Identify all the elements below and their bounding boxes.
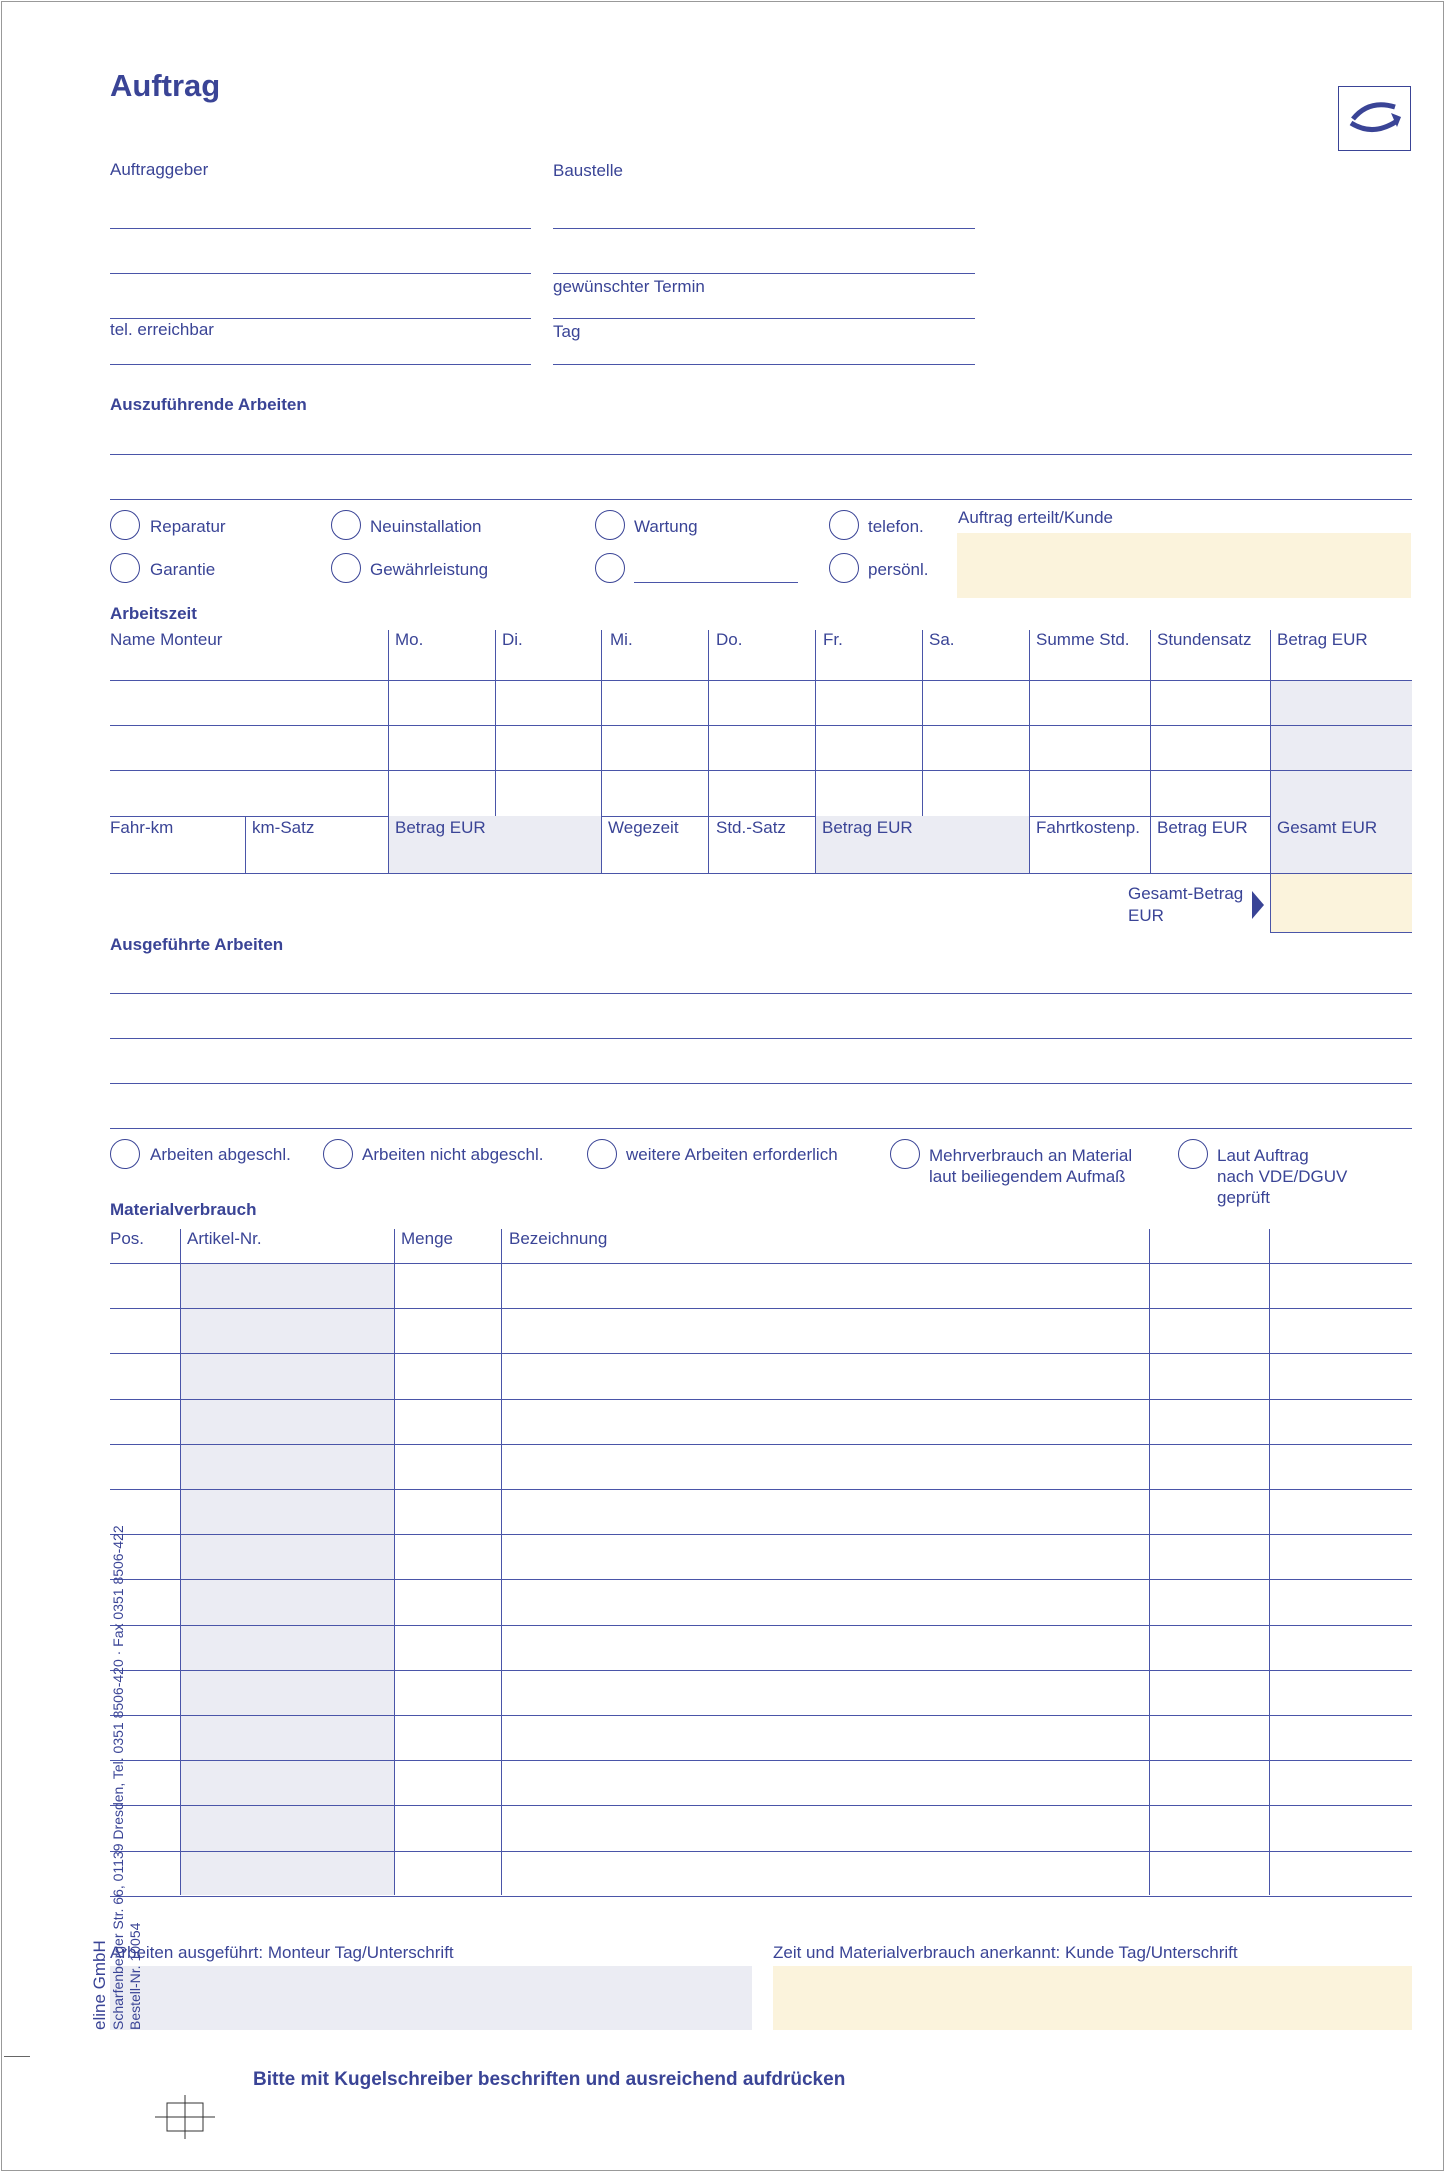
label-garantie: Garantie: [150, 560, 216, 579]
checkbox-nicht-abgeschl[interactable]: [323, 1139, 353, 1169]
betrag-column-shade: [1271, 680, 1412, 816]
footer-note: Bitte mit Kugelschreiber beschriften und ausreichend aufdrücken: [253, 2069, 846, 2090]
tel-line[interactable]: [110, 364, 531, 365]
az-line-top: [110, 680, 1412, 681]
crop-mark-icon: [155, 2095, 215, 2139]
material-row-line: [110, 1805, 1412, 1806]
auftraggeber-line-2[interactable]: [110, 273, 531, 274]
tr-col-1: [245, 816, 246, 873]
mat-col-3: [501, 1229, 502, 1895]
travel-bottom-line: [110, 873, 1412, 874]
publisher-block: [90, 1525, 144, 2030]
header-do: Do.: [716, 630, 743, 649]
material-row-line: [110, 1670, 1412, 1671]
checkbox-laut-auftrag[interactable]: [1178, 1139, 1208, 1169]
arrow-right-icon: [1252, 891, 1264, 919]
termin-line[interactable]: [553, 318, 975, 319]
travel-betrag-2: Betrag EUR: [822, 818, 913, 837]
travel-wegezeit: Wegezeit: [608, 818, 679, 837]
header-fr: Fr.: [823, 630, 843, 649]
label-reparatur: Reparatur: [150, 517, 226, 536]
checkbox-wartung[interactable]: [595, 510, 625, 540]
header-mi: Mi.: [610, 630, 633, 649]
tr-col-5: [815, 816, 816, 873]
travel-gesamt: Gesamt EUR: [1277, 818, 1378, 837]
tr-col-7: [1150, 816, 1151, 873]
label-tel: tel. erreichbar: [110, 320, 214, 339]
done-line-3[interactable]: [110, 1083, 1412, 1084]
checkbox-other[interactable]: [595, 553, 625, 583]
az-col-4: [708, 630, 709, 816]
section-arbeitszeit: Arbeitszeit: [110, 604, 197, 623]
az-col-5: [815, 630, 816, 816]
done-line-2[interactable]: [110, 1038, 1412, 1039]
az-col-8: [1150, 630, 1151, 816]
checkbox-weitere[interactable]: [587, 1139, 617, 1169]
label-kunde-signature: Zeit und Materialverbrauch anerkannt: Kunde Tag/Unterschrift: [773, 1943, 1238, 1962]
material-row-line: [110, 1308, 1412, 1309]
checkbox-gewaehrleistung[interactable]: [331, 553, 361, 583]
tr-col-3: [601, 816, 602, 873]
tr-col-2: [388, 816, 389, 873]
header-betrag: Betrag EUR: [1277, 630, 1368, 649]
travel-fahr-km: Fahr-km: [110, 818, 174, 837]
header-bezeichnung: Bezeichnung: [509, 1229, 608, 1248]
material-row-line: [110, 1896, 1412, 1897]
label-gewaehrleistung: Gewährleistung: [370, 560, 489, 579]
done-line-4[interactable]: [110, 1128, 1412, 1129]
material-row-line: [110, 1263, 1412, 1264]
material-row-line: [110, 1760, 1412, 1761]
header-artikel: Artikel-Nr.: [187, 1229, 262, 1248]
material-row-line: [110, 1444, 1412, 1445]
work-line-2[interactable]: [110, 499, 1412, 500]
material-row-line: [110, 1399, 1412, 1400]
baustelle-line-1[interactable]: [553, 228, 975, 229]
header-di: Di.: [502, 630, 523, 649]
mat-col-5: [1269, 1229, 1270, 1895]
label-laut-auftrag-2: nach VDE/DGUV: [1217, 1167, 1348, 1186]
travel-std-satz: Std.-Satz: [716, 818, 786, 837]
header-pos: Pos.: [110, 1229, 145, 1248]
az-col-7: [1029, 630, 1030, 816]
header-menge: Menge: [401, 1229, 453, 1248]
travel-fahrtkostenp: Fahrtkostenp.: [1036, 818, 1140, 837]
auftraggeber-line-3[interactable]: [110, 318, 531, 319]
checkbox-garantie[interactable]: [110, 553, 140, 583]
gesamt-betrag-label-1: Gesamt-Betrag: [1128, 884, 1244, 903]
publisher-address: Scharfenberger Str. 66, 01139 Dresden, Tel. 0351 8506-420 · Fax 0351 8506-422: [110, 1525, 126, 2030]
label-baustelle: Baustelle: [553, 161, 623, 180]
page-title: Auftrag: [110, 68, 221, 103]
fold-mark: [4, 2056, 30, 2057]
label-laut-auftrag-1: Laut Auftrag: [1217, 1146, 1309, 1165]
logo-swirl-icon: [1339, 87, 1409, 149]
work-line-1[interactable]: [110, 454, 1412, 455]
az-col-3: [601, 630, 602, 816]
section-ausgefuehrte: Ausgeführte Arbeiten: [110, 935, 284, 954]
az-col-6: [922, 630, 923, 816]
checkbox-abgeschl[interactable]: [110, 1139, 140, 1169]
label-weitere: weitere Arbeiten erforderlich: [626, 1145, 838, 1164]
az-col-2: [495, 630, 496, 816]
az-line-row1: [110, 725, 1412, 726]
checkbox-persoenl[interactable]: [829, 553, 859, 583]
travel-km-satz: km-Satz: [252, 818, 315, 837]
checkbox-mehrverbrauch[interactable]: [890, 1139, 920, 1169]
label-auftrag-erteilt: Auftrag erteilt/Kunde: [958, 508, 1113, 527]
gesamt-betrag-field[interactable]: [1271, 874, 1412, 932]
mat-col-1: [180, 1229, 181, 1895]
mat-col-4: [1149, 1229, 1150, 1895]
auftraggeber-line-1[interactable]: [110, 228, 531, 229]
label-persoenl: persönl.: [868, 560, 929, 579]
section-auszufuehrende: Auszuführende Arbeiten: [110, 395, 307, 414]
material-row-line: [110, 1353, 1412, 1354]
material-row-line: [110, 1534, 1412, 1535]
label-mehrverbrauch-2: laut beiliegendem Aufmaß: [929, 1167, 1126, 1186]
tr-col-4: [708, 816, 709, 873]
label-monteur-signature: Arbeiten ausgeführt: Monteur Tag/Unterschrift: [110, 1943, 454, 1962]
brand-logo: [1338, 86, 1411, 151]
label-laut-auftrag-3: geprüft: [1217, 1188, 1270, 1207]
other-option-line[interactable]: [634, 582, 798, 583]
material-row-line: [110, 1489, 1412, 1490]
tr-col-6: [1029, 816, 1030, 873]
label-wartung: Wartung: [634, 517, 698, 536]
mat-col-2: [394, 1229, 395, 1895]
az-line-row3: [110, 816, 1412, 817]
label-auftraggeber: Auftraggeber: [110, 160, 209, 179]
label-mehrverbrauch-1: Mehrverbrauch an Material: [929, 1146, 1133, 1165]
publisher-name: eline GmbH: [90, 1940, 109, 2030]
header-summe-std: Summe Std.: [1036, 630, 1130, 649]
az-col-1: [388, 630, 389, 816]
material-row-line: [110, 1715, 1412, 1716]
checkbox-neuinstallation[interactable]: [331, 510, 361, 540]
material-row-line: [110, 1579, 1412, 1580]
travel-betrag-3: Betrag EUR: [1157, 818, 1248, 837]
travel-betrag-1: Betrag EUR: [395, 818, 486, 837]
gesamt-betrag-label-2: EUR: [1128, 906, 1164, 925]
header-mo: Mo.: [395, 630, 424, 649]
az-line-row2: [110, 770, 1412, 771]
done-line-1[interactable]: [110, 993, 1412, 994]
header-stundensatz: Stundensatz: [1157, 630, 1252, 649]
monteur-signature-field[interactable]: [110, 1966, 752, 2030]
baustelle-line-2[interactable]: [553, 273, 975, 274]
label-nicht-abgeschl: Arbeiten nicht abgeschl.: [362, 1145, 544, 1164]
label-abgeschl: Arbeiten abgeschl.: [150, 1145, 291, 1164]
az-col-9: [1270, 630, 1271, 816]
label-telefon: telefon.: [868, 517, 924, 536]
header-name-monteur: Name Monteur: [110, 630, 223, 649]
kunde-signature-field[interactable]: [773, 1966, 1412, 2030]
label-termin: gewünschter Termin: [553, 277, 705, 296]
gesamt-betrag-bottom: [1270, 932, 1412, 933]
checkbox-telefon[interactable]: [829, 510, 859, 540]
section-material: Materialverbrauch: [110, 1200, 257, 1219]
header-sa: Sa.: [929, 630, 955, 649]
material-row-line: [110, 1625, 1412, 1626]
label-neuinstallation: Neuinstallation: [370, 517, 482, 536]
publisher-order: Bestell-Nr. 10054: [127, 1922, 143, 2030]
label-tag: Tag: [553, 322, 581, 341]
material-row-line: [110, 1851, 1412, 1852]
checkbox-reparatur[interactable]: [110, 510, 140, 540]
tag-line[interactable]: [553, 364, 975, 365]
auftrag-erteilt-field[interactable]: [957, 533, 1411, 598]
